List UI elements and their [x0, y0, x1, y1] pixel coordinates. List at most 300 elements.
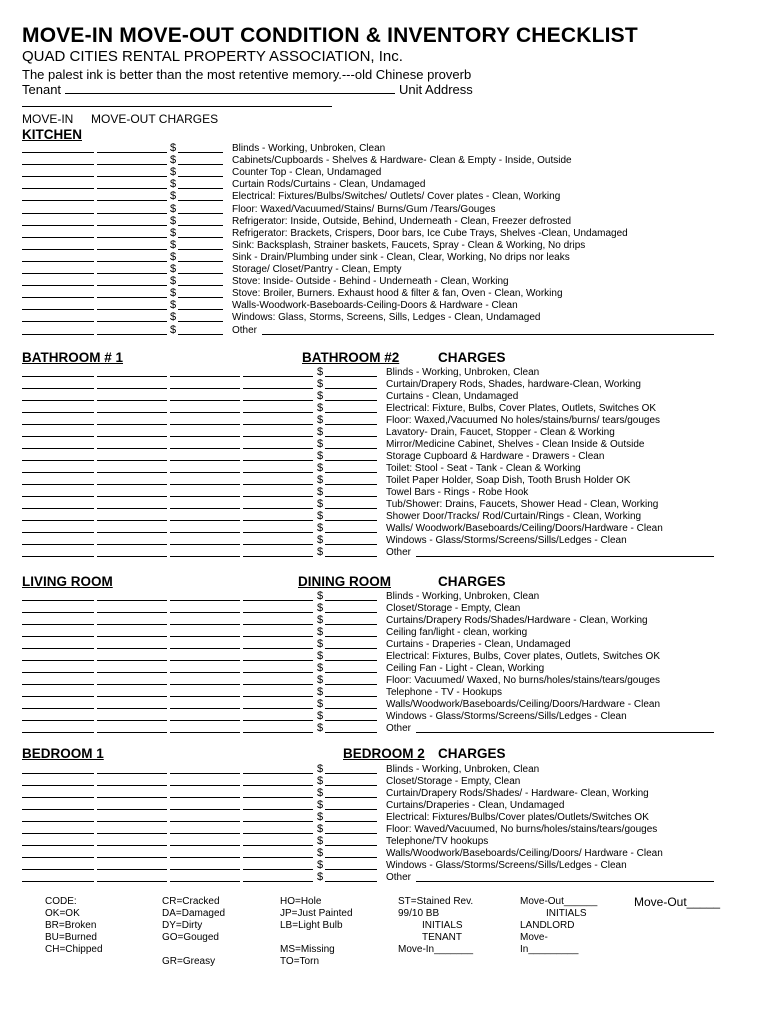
blank-line[interactable] — [97, 388, 167, 389]
blank-line[interactable] — [22, 544, 94, 545]
blank-line[interactable] — [97, 532, 167, 533]
charge-line[interactable] — [325, 684, 377, 685]
blank-line[interactable] — [243, 556, 313, 557]
charge-line[interactable] — [325, 412, 377, 413]
blank-line[interactable] — [243, 460, 313, 461]
blank-line[interactable] — [97, 684, 167, 685]
blank-line[interactable] — [170, 556, 240, 557]
blank-line[interactable] — [170, 708, 240, 709]
charge-line[interactable] — [178, 176, 223, 177]
landlord-move-in-field[interactable]: In_________ — [520, 944, 579, 955]
dollar-sign: $ — [317, 823, 324, 835]
item-label: Walls/ Woodwork/Baseboards/Ceiling/Doors/Hardware - Clean — [386, 523, 663, 534]
blank-line[interactable] — [22, 176, 94, 177]
charge-line[interactable] — [325, 648, 377, 649]
blank-line[interactable] — [22, 797, 94, 798]
codes-col-3 — [280, 896, 353, 968]
charge-line[interactable] — [325, 388, 377, 389]
item-label: Floor: Waved/Vacuumed, No burns/holes/stains/tears/gouges — [386, 824, 658, 835]
blank-line[interactable] — [170, 508, 240, 509]
blank-line[interactable] — [170, 600, 240, 601]
charge-line[interactable] — [178, 273, 223, 274]
charge-line[interactable] — [178, 237, 223, 238]
charge-line[interactable] — [178, 188, 223, 189]
blank-line[interactable] — [170, 376, 240, 377]
dollar-sign: $ — [317, 787, 324, 799]
move-out-initials-field[interactable]: Move-Out______ — [520, 896, 598, 907]
dollar-sign: $ — [317, 522, 324, 534]
blank-line[interactable] — [170, 821, 240, 822]
blank-line[interactable] — [97, 285, 167, 286]
charge-line[interactable] — [325, 612, 377, 613]
charge-line[interactable] — [325, 708, 377, 709]
blank-line[interactable] — [170, 809, 240, 810]
dollar-sign: $ — [170, 323, 177, 336]
blank-line[interactable] — [170, 400, 240, 401]
blank-line[interactable] — [243, 544, 313, 545]
charge-line[interactable] — [325, 785, 377, 786]
blank-line[interactable] — [22, 237, 94, 238]
charge-line[interactable] — [178, 309, 223, 310]
blank-line[interactable] — [22, 484, 94, 485]
blank-line[interactable] — [22, 612, 94, 613]
blank-line[interactable] — [243, 624, 313, 625]
blank-line[interactable] — [22, 424, 94, 425]
blank-line[interactable] — [22, 285, 94, 286]
item-label: Electrical: Fixtures, Bulbs, Cover plates, Outlets, Switches OK — [386, 651, 660, 662]
charge-line[interactable] — [325, 797, 377, 798]
dollar-sign: $ — [170, 275, 177, 288]
blank-line[interactable] — [243, 448, 313, 449]
item-label: Floor: Waxed,/Vacuumed No holes/stains/burns/ tears/gouges — [386, 415, 661, 426]
charge-line[interactable] — [325, 672, 377, 673]
dollar-sign: $ — [317, 835, 324, 847]
landlord-initials-label: INITIALS — [546, 908, 587, 919]
charge-line[interactable] — [325, 881, 377, 882]
move-in-label: Move- — [520, 932, 548, 943]
blank-line[interactable] — [243, 785, 313, 786]
item-label: Blinds - Working, Unbroken, Clean — [386, 367, 540, 378]
charge-line[interactable] — [325, 600, 377, 601]
charge-line[interactable] — [325, 400, 377, 401]
blank-line[interactable] — [97, 321, 167, 322]
blank-line[interactable] — [22, 496, 94, 497]
item-label: Blinds - Working, Unbroken, Clean — [232, 143, 386, 154]
item-label: Toilet: Stool - Seat - Tank - Clean & Working — [386, 463, 581, 474]
blank-line[interactable] — [97, 845, 167, 846]
dining-room-title: DINING ROOM — [298, 574, 391, 589]
other-line[interactable] — [416, 732, 714, 733]
code-text: CH=Chipped — [45, 944, 103, 955]
tenant-initials-label: INITIALS — [422, 920, 463, 931]
charge-line[interactable] — [325, 532, 377, 533]
blank-line[interactable] — [97, 164, 167, 165]
blank-line[interactable] — [97, 424, 167, 425]
blank-line[interactable] — [97, 225, 167, 226]
blank-line[interactable] — [22, 520, 94, 521]
blank-line[interactable] — [97, 412, 167, 413]
charge-line[interactable] — [325, 556, 377, 557]
blank-line[interactable] — [170, 496, 240, 497]
blank-line[interactable] — [97, 496, 167, 497]
blank-line[interactable] — [97, 508, 167, 509]
item-label: Floor: Vacuumed/ Waxed, No burns/holes/stains/tears/gouges — [386, 675, 661, 686]
tenant-label: Tenant — [22, 82, 62, 97]
blank-line[interactable] — [22, 869, 94, 870]
charge-line[interactable] — [325, 520, 377, 521]
blank-line[interactable] — [170, 720, 240, 721]
charge-line[interactable] — [325, 845, 377, 846]
blank-line[interactable] — [243, 660, 313, 661]
blank-line[interactable] — [170, 448, 240, 449]
blank-line[interactable] — [170, 520, 240, 521]
charge-line[interactable] — [178, 249, 223, 250]
blank-line[interactable] — [170, 845, 240, 846]
blank-line[interactable] — [22, 660, 94, 661]
bedroom-charges-label: CHARGES — [438, 746, 506, 761]
blank-line[interactable] — [22, 785, 94, 786]
blank-line[interactable] — [243, 797, 313, 798]
blank-line[interactable] — [170, 484, 240, 485]
blank-line[interactable] — [22, 273, 94, 274]
blank-line[interactable] — [97, 460, 167, 461]
blank-line[interactable] — [97, 152, 167, 153]
blank-line[interactable] — [97, 544, 167, 545]
blank-line[interactable] — [22, 472, 94, 473]
blank-line[interactable] — [22, 213, 94, 214]
blank-line[interactable] — [243, 636, 313, 637]
blank-line[interactable] — [170, 544, 240, 545]
move-in-column-header: MOVE-IN — [22, 112, 74, 126]
item-label: Telephone/TV hookups — [386, 836, 489, 847]
charge-line[interactable] — [325, 696, 377, 697]
blank-line[interactable] — [22, 556, 94, 557]
bathroom-2-title: BATHROOM #2 — [302, 350, 400, 365]
dollar-sign: $ — [317, 486, 324, 498]
code-text: BU=Burned — [45, 932, 97, 943]
charge-line[interactable] — [325, 472, 377, 473]
blank-line[interactable] — [97, 624, 167, 625]
blank-line[interactable] — [22, 732, 94, 733]
blank-line[interactable] — [22, 881, 94, 882]
blank-line[interactable] — [22, 164, 94, 165]
blank-line[interactable] — [22, 400, 94, 401]
blank-line[interactable] — [97, 261, 167, 262]
charge-line[interactable] — [325, 720, 377, 721]
blank-line[interactable] — [22, 684, 94, 685]
charge-line[interactable] — [325, 857, 377, 858]
blank-line[interactable] — [22, 249, 94, 250]
blank-line[interactable] — [22, 809, 94, 810]
dollar-sign: $ — [170, 263, 177, 275]
blank-line[interactable] — [170, 472, 240, 473]
blank-line[interactable] — [170, 612, 240, 613]
blank-line[interactable] — [170, 672, 240, 673]
blank-line[interactable] — [243, 809, 313, 810]
blank-line[interactable] — [170, 869, 240, 870]
blank-line[interactable] — [22, 708, 94, 709]
blank-line[interactable] — [243, 400, 313, 401]
blank-line[interactable] — [22, 334, 94, 335]
blank-line[interactable] — [243, 612, 313, 613]
charge-line[interactable] — [325, 436, 377, 437]
blank-line[interactable] — [243, 600, 313, 601]
item-label: Tub/Shower: Drains, Faucets, Shower Head - Clean, Working — [386, 499, 659, 510]
blank-line[interactable] — [97, 660, 167, 661]
blank-line[interactable] — [22, 388, 94, 389]
blank-line[interactable] — [170, 460, 240, 461]
code-text: TO=Torn — [280, 956, 319, 967]
blank-line[interactable] — [243, 857, 313, 858]
charge-line[interactable] — [178, 213, 223, 214]
item-label: Stove: Broiler, Burners. Exhaust hood & filter & fan, Oven - Clean, Working — [232, 288, 563, 300]
blank-line[interactable] — [97, 309, 167, 310]
blank-line[interactable] — [170, 636, 240, 637]
charge-line[interactable] — [325, 773, 377, 774]
charge-line[interactable] — [325, 484, 377, 485]
blank-line[interactable] — [243, 424, 313, 425]
charge-line[interactable] — [178, 285, 223, 286]
code-text: JP=Just Painted — [280, 908, 353, 919]
charge-line[interactable] — [325, 869, 377, 870]
blank-line[interactable] — [97, 334, 167, 335]
blank-line[interactable] — [97, 648, 167, 649]
kitchen-title: KITCHEN — [22, 127, 82, 142]
charge-line[interactable] — [325, 660, 377, 661]
blank-line[interactable] — [97, 520, 167, 521]
other-line[interactable] — [416, 881, 714, 882]
blank-line[interactable] — [97, 188, 167, 189]
charge-line[interactable] — [325, 448, 377, 449]
dollar-sign: $ — [170, 142, 177, 154]
blank-line[interactable] — [22, 508, 94, 509]
blank-line[interactable] — [97, 249, 167, 250]
blank-line[interactable] — [170, 696, 240, 697]
blank-line[interactable] — [22, 436, 94, 437]
blank-line[interactable] — [243, 869, 313, 870]
blank-line[interactable] — [22, 672, 94, 673]
tenant-second-line[interactable] — [22, 106, 332, 107]
blank-line[interactable] — [22, 821, 94, 822]
blank-line[interactable] — [22, 833, 94, 834]
blank-line[interactable] — [22, 200, 94, 201]
blank-line[interactable] — [170, 833, 240, 834]
charge-line[interactable] — [178, 225, 223, 226]
blank-line[interactable] — [97, 773, 167, 774]
blank-line[interactable] — [22, 624, 94, 625]
blank-line[interactable] — [22, 600, 94, 601]
blank-line[interactable] — [243, 472, 313, 473]
blank-line[interactable] — [97, 273, 167, 274]
blank-line[interactable] — [22, 309, 94, 310]
move-out-field[interactable]: Move-Out_____ — [634, 895, 721, 909]
charge-line[interactable] — [325, 544, 377, 545]
charge-line[interactable] — [325, 424, 377, 425]
blank-line[interactable] — [97, 636, 167, 637]
blank-line[interactable] — [243, 484, 313, 485]
blank-line[interactable] — [22, 648, 94, 649]
blank-line[interactable] — [97, 857, 167, 858]
move-in-initials-field[interactable]: Move-In_______ — [398, 944, 474, 955]
dollar-sign: $ — [317, 775, 324, 787]
item-label: Windows - Glass/Storms/Screens/Sills/Ledges - Clean — [386, 860, 627, 871]
item-label: Refrigerator: Inside, Outside, Behind, Underneath - Clean, Freezer defrosted — [232, 215, 572, 227]
blank-line[interactable] — [170, 532, 240, 533]
blank-line[interactable] — [170, 388, 240, 389]
blank-line[interactable] — [97, 176, 167, 177]
blank-line[interactable] — [243, 696, 313, 697]
blank-line[interactable] — [243, 388, 313, 389]
blank-line[interactable] — [170, 785, 240, 786]
blank-line[interactable] — [22, 225, 94, 226]
blank-line[interactable] — [97, 833, 167, 834]
blank-line[interactable] — [22, 696, 94, 697]
blank-line[interactable] — [22, 297, 94, 298]
other-line[interactable] — [262, 334, 714, 335]
item-label: Windows - Glass/Storms/Screens/Sills/Ledges - Clean — [386, 535, 627, 546]
blank-line[interactable] — [22, 636, 94, 637]
blank-line[interactable] — [22, 460, 94, 461]
dollar-sign: $ — [317, 378, 324, 390]
blank-line[interactable] — [22, 532, 94, 533]
blank-line[interactable] — [243, 881, 313, 882]
blank-line[interactable] — [97, 672, 167, 673]
blank-line[interactable] — [97, 213, 167, 214]
blank-line[interactable] — [170, 881, 240, 882]
blank-line[interactable] — [97, 448, 167, 449]
blank-line[interactable] — [97, 200, 167, 201]
charge-line[interactable] — [325, 508, 377, 509]
charge-line[interactable] — [325, 496, 377, 497]
blank-line[interactable] — [243, 412, 313, 413]
blank-line[interactable] — [22, 152, 94, 153]
item-label: Other — [232, 324, 258, 336]
blank-line[interactable] — [97, 785, 167, 786]
blank-line[interactable] — [97, 720, 167, 721]
blank-line[interactable] — [243, 520, 313, 521]
blank-line[interactable] — [170, 773, 240, 774]
item-label: Blinds - Working, Unbroken, Clean — [386, 764, 540, 775]
charge-line[interactable] — [178, 152, 223, 153]
blank-line[interactable] — [97, 869, 167, 870]
blank-line[interactable] — [97, 732, 167, 733]
charge-line[interactable] — [178, 321, 223, 322]
blank-line[interactable] — [170, 660, 240, 661]
blank-line[interactable] — [170, 412, 240, 413]
charge-line[interactable] — [178, 164, 223, 165]
blank-line[interactable] — [97, 708, 167, 709]
blank-line[interactable] — [97, 436, 167, 437]
blank-line[interactable] — [243, 833, 313, 834]
blank-line[interactable] — [22, 773, 94, 774]
blank-line[interactable] — [243, 532, 313, 533]
blank-line[interactable] — [97, 696, 167, 697]
blank-line[interactable] — [22, 845, 94, 846]
blank-line[interactable] — [22, 412, 94, 413]
charge-line[interactable] — [325, 821, 377, 822]
blank-line[interactable] — [243, 773, 313, 774]
dollar-sign: $ — [317, 847, 324, 859]
charge-line[interactable] — [178, 334, 223, 335]
charge-line[interactable] — [325, 732, 377, 733]
charge-line[interactable] — [178, 297, 223, 298]
blank-line[interactable] — [97, 376, 167, 377]
dollar-sign: $ — [170, 299, 177, 312]
blank-line[interactable] — [170, 684, 240, 685]
charge-line[interactable] — [325, 460, 377, 461]
blank-line[interactable] — [97, 472, 167, 473]
blank-line[interactable] — [243, 684, 313, 685]
dollar-sign: $ — [317, 414, 324, 426]
dollar-sign: $ — [317, 626, 324, 638]
charge-line[interactable] — [325, 636, 377, 637]
blank-line[interactable] — [243, 508, 313, 509]
charge-line[interactable] — [325, 376, 377, 377]
blank-line[interactable] — [243, 648, 313, 649]
item-label: Storage/ Closet/Pantry - Clean, Empty — [232, 264, 402, 275]
blank-line[interactable] — [243, 732, 313, 733]
blank-line[interactable] — [243, 496, 313, 497]
blank-line[interactable] — [170, 797, 240, 798]
blank-line[interactable] — [170, 732, 240, 733]
tenant-field[interactable] — [65, 81, 395, 94]
charge-line[interactable] — [325, 809, 377, 810]
blank-line[interactable] — [243, 708, 313, 709]
blank-line[interactable] — [97, 809, 167, 810]
blank-line[interactable] — [97, 484, 167, 485]
blank-line[interactable] — [97, 556, 167, 557]
blank-line[interactable] — [243, 436, 313, 437]
blank-line[interactable] — [243, 845, 313, 846]
charge-line[interactable] — [178, 261, 223, 262]
blank-line[interactable] — [97, 237, 167, 238]
item-label: Walls/Woodwork/Baseboards/Ceiling/Doors/ Hardware - Clean — [386, 848, 663, 859]
blank-line[interactable] — [22, 321, 94, 322]
blank-line[interactable] — [170, 436, 240, 437]
item-label: Curtain/Drapery Rods, Shades, hardware-Clean, Working — [386, 379, 641, 390]
blank-line[interactable] — [97, 297, 167, 298]
dollar-sign: $ — [317, 402, 324, 414]
blank-line[interactable] — [22, 261, 94, 262]
blank-line[interactable] — [170, 857, 240, 858]
blank-line[interactable] — [22, 720, 94, 721]
blank-line[interactable] — [170, 424, 240, 425]
dollar-sign: $ — [317, 662, 324, 674]
blank-line[interactable] — [170, 648, 240, 649]
charge-line[interactable] — [325, 624, 377, 625]
blank-line[interactable] — [97, 400, 167, 401]
blank-line[interactable] — [170, 624, 240, 625]
charge-line[interactable] — [178, 200, 223, 201]
blank-line[interactable] — [243, 720, 313, 721]
blank-line[interactable] — [22, 188, 94, 189]
blank-line[interactable] — [22, 448, 94, 449]
blank-line[interactable] — [243, 376, 313, 377]
blank-line[interactable] — [22, 376, 94, 377]
blank-line[interactable] — [97, 881, 167, 882]
blank-line[interactable] — [97, 612, 167, 613]
charge-line[interactable] — [325, 833, 377, 834]
item-label: Other — [386, 547, 412, 558]
other-line[interactable] — [416, 556, 714, 557]
blank-line[interactable] — [97, 797, 167, 798]
blank-line[interactable] — [22, 857, 94, 858]
blank-line[interactable] — [243, 821, 313, 822]
blank-line[interactable] — [97, 600, 167, 601]
blank-line[interactable] — [97, 821, 167, 822]
blank-line[interactable] — [243, 672, 313, 673]
dollar-sign: $ — [317, 698, 324, 710]
